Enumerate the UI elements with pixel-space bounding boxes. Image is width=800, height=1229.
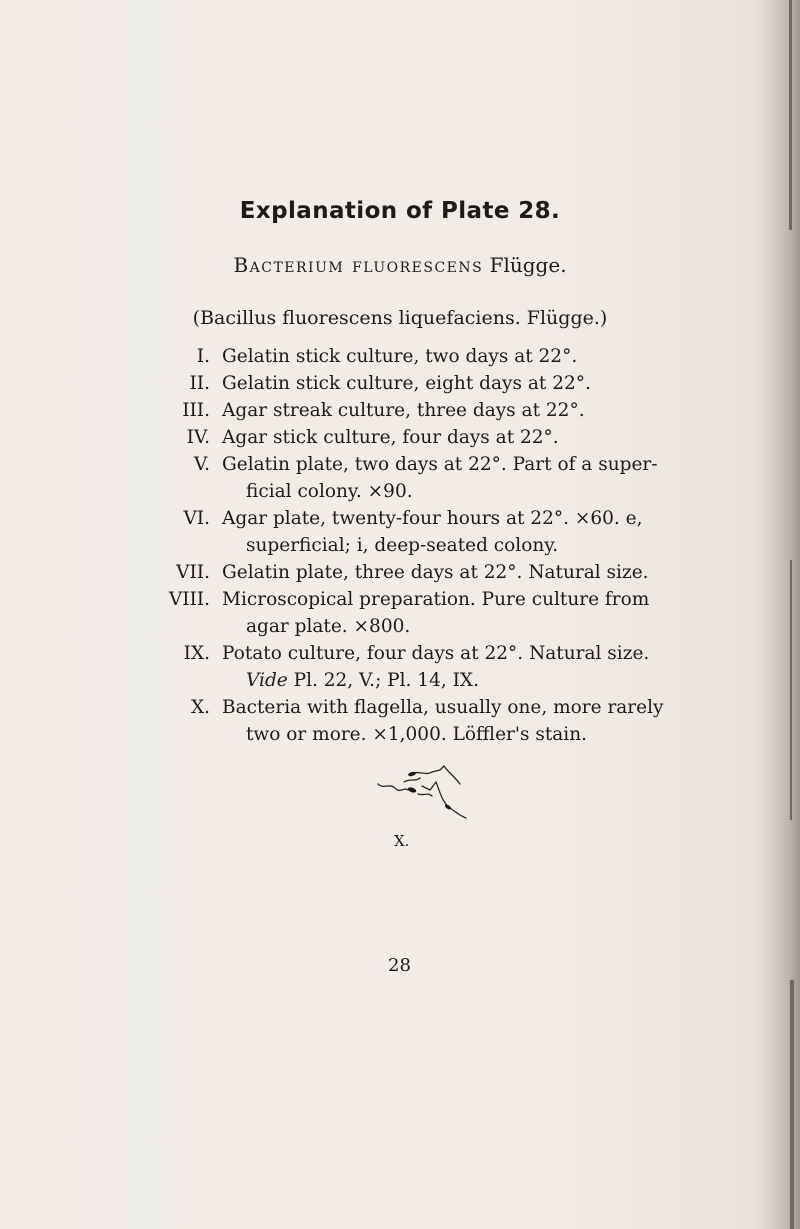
- figure-label: X.: [394, 832, 410, 850]
- list-item: [0, 397, 800, 424]
- entry-number: II.: [189, 373, 210, 394]
- latin-abbreviation: Vide: [246, 670, 288, 691]
- list-item-continuation: [0, 721, 800, 748]
- entry-text-continued: two or more. ×1,000. Löffler's stain.: [246, 724, 588, 745]
- entry-number: IX.: [183, 643, 210, 664]
- list-item-continuation: [0, 478, 800, 505]
- entry-number: VIII.: [168, 589, 210, 610]
- list-item: [0, 694, 800, 721]
- list-item-continuation: [0, 613, 800, 640]
- synonym-line: (Bacillus fluorescens liquefaciens. Flügge.): [192, 307, 608, 329]
- entry-number: III.: [182, 400, 210, 421]
- entry-text: Potato culture, four days at 22°. Natural size.: [222, 643, 650, 664]
- entry-text: Gelatin plate, two days at 22°. Part of a super-: [222, 454, 658, 475]
- entry-number: VI.: [183, 508, 210, 529]
- species-author: Flügge.: [489, 253, 567, 277]
- page-title: Explanation of Plate 28.: [239, 198, 561, 224]
- entry-text: Bacteria with flagella, usually one, more rarely: [222, 697, 664, 718]
- entry-number: VII.: [176, 562, 210, 583]
- entry-number: X.: [190, 697, 210, 718]
- page-number: 28: [388, 955, 411, 976]
- list-item-continuation: [0, 667, 800, 694]
- entry-text: Agar stick culture, four days at 22°.: [222, 427, 559, 448]
- edge-mark: [790, 980, 794, 1229]
- list-item: [0, 343, 800, 370]
- figure-explanation-list: [0, 343, 800, 748]
- flagellated-bacteria-icon: [370, 760, 490, 830]
- list-item: [0, 559, 800, 586]
- entry-text: Agar plate, twenty-four hours at 22°. ×60. e,: [222, 508, 643, 529]
- entry-text: Agar streak culture, three days at 22°.: [222, 400, 585, 421]
- list-item: [0, 586, 800, 613]
- entry-text-continued: ficial colony. ×90.: [246, 481, 413, 502]
- entry-text-continued: superficial; i, deep-seated colony.: [246, 535, 559, 556]
- entry-number: IV.: [186, 427, 210, 448]
- list-item: [0, 640, 800, 667]
- species-name: Bacterium fluorescens: [233, 253, 484, 277]
- entry-text: Microscopical preparation. Pure culture from: [222, 589, 650, 610]
- list-item-continuation: [0, 532, 800, 559]
- entry-text: Gelatin stick culture, two days at 22°.: [222, 346, 578, 367]
- entry-text-continued: agar plate. ×800.: [246, 616, 411, 637]
- entry-text: Gelatin plate, three days at 22°. Natural size.: [222, 562, 649, 583]
- list-item: [0, 505, 800, 532]
- list-item: [0, 451, 800, 478]
- entry-number: V.: [193, 454, 210, 475]
- edge-mark: [789, 0, 792, 230]
- entry-text: Gelatin stick culture, eight days at 22°.: [222, 373, 591, 394]
- list-item: [0, 370, 800, 397]
- species-heading: [0, 253, 800, 277]
- entry-text-continued: Vide Pl. 22, V.; Pl. 14, IX.: [246, 670, 479, 691]
- entry-number: I.: [196, 346, 210, 367]
- list-item: [0, 424, 800, 451]
